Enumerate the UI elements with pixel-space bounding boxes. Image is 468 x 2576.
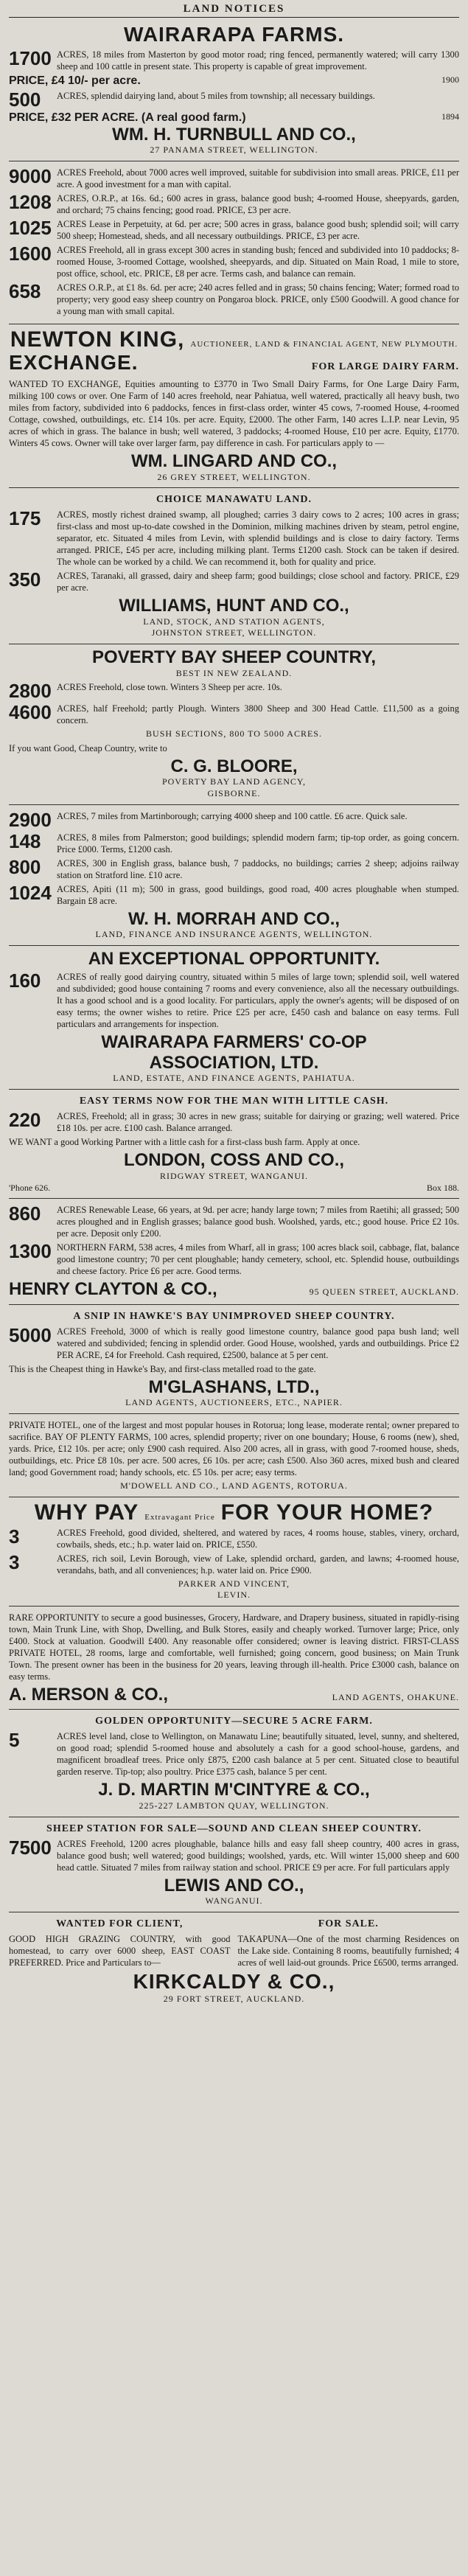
listing [9,1242,459,1277]
listing [9,1550,459,1576]
agent-name: A. MERSON & CO., [9,1684,169,1705]
listing-acres: 175 [9,507,41,530]
listing-text: ACRES, 18 miles from Masterton by good motor road; ring fenced, permanently watered; will carry 1300 sheep and 100 cattle in present state. This property is capable of great improvement. [57,49,459,72]
ad-title-2: FOR YOUR HOME? [220,1500,434,1525]
listing [9,90,459,109]
listing-text: ACRES, Freehold; all in grass; 30 acres in new grass; suitable for dairying or grazing; well watered. Price £18 10s. per acre. £100 cash. Balance arranged. [57,1111,459,1134]
listing-text: ACRES, O.R.P., at 16s. 6d.; 600 acres in grass, balance good bush; 4-roomed House, sheepyards, garden, and orchard; 75 chains fencing; good road. PRICE, £3 per acre. [57,192,459,215]
agent-name: HENRY CLAYTON & CO., [9,1279,217,1300]
ad-london-coss [9,1090,459,1199]
agent-address: 26 GREY STREET, WELLINGTON. [157,471,311,482]
ad-title: POVERTY BAY SHEEP COUNTRY, [91,647,376,667]
listing-text: ACRES, splendid dairying land, about 5 miles from township; all necessary buildings. [57,90,375,101]
ad-poverty-bay [9,644,459,805]
exchange-note: FOR LARGE DAIRY FARM. [311,361,459,372]
agent-name: WM. LINGARD AND CO., [130,450,338,471]
listing-price: PRICE, £4 10/- per acre. [9,74,141,87]
listing-text: ACRES Freehold, good divided, sheltered, and watered by races, 4 rooms house, stables, vinery, orchard, cowbails, sheds, etc.; h.p. water laid on. PRICE, £550. [57,1527,459,1550]
agent-tag: LAND AGENTS, OHAKUNE. [332,1691,459,1702]
box-number: Box 188. [426,1183,459,1194]
agent-tag: AUCTIONEER, LAND & FINANCIAL AGENT, NEW PLYMOUTH. [190,339,458,349]
ad-heading: CHOICE MANAWATU LAND. [156,494,312,506]
listing-text [57,681,459,693]
ad-newton-king [9,324,459,488]
listing-acres: 2900 [9,808,52,831]
ad-mdowell [9,1414,459,1497]
listing-text: ACRES Renewable Lease, 66 years, at 9d. per acre; handy large town; 7 miles from Raetihi; all grassed; 500 acres ploughed and in English grasses; balance good bush. Woolshed, yards, etc.; good house. Price £2 10s. per acre. Deposit only £200. [57,1205,459,1239]
price-row [9,74,459,88]
listing [9,244,459,279]
exchange-title: EXCHANGE. [9,350,139,374]
ad-title-small: Extravagant Price [144,1512,215,1522]
agent-name: M'GLASHANS, LTD., [148,1376,320,1397]
partner-wanted: WE WANT a good Working Partner with a little cash for a first-class bush farm. Apply at once. [9,1137,360,1148]
listing-acres: 1208 [9,190,52,213]
listing [9,703,459,726]
listing-acres: 658 [9,279,41,302]
right-text: TAKAPUNA—One of the most charming Residences on the Lake side. Containing 8 rooms, beautifully furnished; 4 acres of well laid-out grounds. Price £6500, terms arranged. [237,1933,459,1968]
listing-acres: 350 [9,568,41,591]
left-title: WANTED FOR CLIENT, [56,1918,184,1929]
listing-acres: 5000 [9,1323,52,1346]
listing-acres: 860 [9,1202,41,1225]
listing [9,1110,459,1134]
listing [9,192,459,216]
listing-price: 10s. [267,682,282,693]
section-title: LAND NOTICES [9,3,459,18]
listing-acres: 7500 [9,1836,52,1859]
listing [9,1204,459,1239]
listing-text: ACRES O.R.P., at £1 8s. 6d. per acre; 240 acres felled and in grass; 50 chains fencing; Water; formed road to property; very good easy sheep country on Pongaroa block. PRICE, only £500 Goodwill. A good chance for a young man with small capital. [57,282,459,316]
listing-acres: 4600 [9,701,52,724]
listing-text: ACRES Freehold, 3000 of which is really good limestone country, balance good papa bush land; well watered and subdivided; fencing in splendid order. Good House, woolshed, yards and outbuildings. Price £2 PER ACRE, £4 for Freehold. Cash required, £2500, balance at 5 per cent. [57,1326,459,1360]
listing-ref: 1900 [441,74,459,85]
agent-name: LEWIS AND CO., [164,1875,304,1896]
agent-name: KIRKCALDY & CO., [133,1969,335,1993]
listing [9,1838,459,1873]
ad-wairarapa-farms [9,21,459,161]
listing-text-main: ACRES Freehold, close town. Winters 3 Sheep per acre. [57,682,265,693]
agent-address: 27 PANAMA STREET, WELLINGTON. [150,145,318,156]
listing [9,971,459,1030]
listing-acres: 1600 [9,242,52,265]
agent-address: 29 FORT STREET, AUCKLAND. [163,1993,305,2004]
agent-name: C. G. BLOORE, [170,756,298,776]
agent-address: LEVIN. [217,1590,251,1601]
listing-text: ACRES, 7 miles from Martinborough; carrying 4000 sheep and 100 cattle. £6 acre. Quick sale. [57,810,408,821]
listing [9,883,459,907]
right-title: FOR SALE. [318,1918,379,1929]
agent-row [9,1279,459,1300]
agent-tag: LAND, FINANCE AND INSURANCE AGENTS, WELLINGTON. [95,929,373,940]
ad-kirkcaldy [9,1912,459,2009]
agent-name: NEWTON KING, [10,327,185,352]
ad-why-pay [9,1497,459,1606]
exchange-body: WANTED TO EXCHANGE, Equities amounting to £3770 in Two Small Dairy Farms, for One Large Dairy Farm, milking 100 cows or over. One Farm of 140 acres freehold, near Pahiatua, well watered, practically all heavy bush, two miles from factory, subdivided into 6 paddocks, fences in first-class order, winter 45 cows, 7-roomed House, 4-roomed Cottage, cowshed, outbuildings, etc. £14 10s. per acre. Equity, £2000. The other Farm, 140 acres L.I.P. near Levin, 95 acres of which in grass. The balance in bush; well watered, 3 paddocks; 4-roomed House, £10 per acre. Equity, £1770. Winters 45 cows. Owner will take over larger farm, pay difference in cash. For particulars apply to — [9,378,459,448]
listing-acres: 2800 [9,680,52,703]
listing-text: ACRES Freehold, about 7000 acres well improved, suitable for subdivision into small areas. PRICE, £11 per acre. A good investment for a man with capital. [57,167,459,189]
listing-acres: 800 [9,855,41,878]
ad-lewis [9,1817,459,1912]
agent-tag: POVERTY BAY LAND AGENCY, [161,776,307,787]
listing-acres: 220 [9,1109,41,1132]
agent-name: LONDON, COSS AND CO., [123,1150,345,1171]
listing-text: ACRES of really good dairying country, situated within 5 miles of large town; splendid soil, well watered and subdivided; good house containing 7 rooms and every convenience, also all the necessary outbuildings. It has a good school and is a good locality. For particulars, apply the owner's agents; will be disposed of on easy terms; the owner wishes to retire. Price £25 per acre, £450 cash and balance on easy terms. Full particulars and arrangements for inspection. [57,972,459,1030]
agent-name: PARKER AND VINCENT, [178,1578,290,1589]
right-column [238,1915,460,1971]
cheap-note: This is the Cheapest thing in Hawke's Bay, and first-class metalled road to the gate. [9,1363,316,1374]
ad-body: RARE OPPORTUNITY to secure a good businesses, Grocery, Hardware, and Drapery business, situated in rapidly-rising town, Main Trunk Line, with Shop, Dwelling, and Bulk Stores, easily and cheaply worked. Turnover large; Price, only £400. Stock at valuation. Goodwill £400. Any reasonable offer considered; owner is leaving district. FIRST-CLASS PRIVATE HOTEL, 28 rooms, large and comfortable, well furnished; going concern, good business; on Main Trunk Town. The present owner has been in the business for 20 years, leaving through ill-health. Price £3000 cash, balance on easy terms. [9,1612,459,1682]
agent-name: WILLIAMS, HUNT AND CO., [119,596,349,616]
agent-name: M'DOWELL AND CO., LAND AGENTS, ROTORUA. [120,1480,348,1491]
listing-text: NORTHERN FARM, 538 acres, 4 miles from Wharf, all in grass; 100 acres black soil, cabbage, flat, balance good limestone country; 70 per cent ploughable; handy cemetery, school, etc. Splendid house, outbuildings and cheese factory. Price £6 per acre. Good terms. [57,1242,459,1277]
agent-tag: LAND, STOCK, AND STATION AGENTS, [143,616,325,627]
listing [9,570,459,593]
agent-address: RIDGWAY STREET, WANGANUI. [160,1170,308,1181]
listing-acres: 1300 [9,1240,52,1263]
agent-address: WANGANUI. [205,1896,263,1907]
price-row [9,111,459,125]
agent-tag: LAND, ESTATE, AND FINANCE AGENTS, PAHIATUA. [113,1073,355,1084]
listing [9,1730,459,1778]
listing-text: ACRES, Taranaki, all grassed, dairy and sheep farm; good buildings; close school and factory. PRICE, £29 per acre. [57,571,459,593]
ad-morrah [9,805,459,946]
ad-martin-mcintyre [9,1710,459,1817]
ad-title: AN EXCEPTIONAL OPPORTUNITY. [88,948,380,969]
listing-acres: 1700 [9,46,52,69]
listing-acres: 1024 [9,881,52,904]
ad-manawatu [9,488,459,644]
ad-heading: EASY TERMS NOW FOR THE MAN WITH LITTLE CASH. [79,1096,389,1107]
ad-exceptional-opportunity [9,946,459,1090]
left-text: GOOD HIGH GRAZING COUNTRY, with good homestead, to carry over 6000 sheep, EAST COAST PREFERRED. Price and Particulars to— [9,1933,231,1968]
agent-address: 225-227 LAMBTON QUAY, WELLINGTON. [139,1800,329,1811]
agent-name-line2: ASSOCIATION, LTD. [149,1052,319,1073]
listing-text: ACRES, rich soil, Levin Borough, view of Lake, splendid orchard, garden, and lawns; 4-roomed house, verandahs, bath, and all conveniences; h.p. water laid on. Price £900. [57,1553,459,1576]
ad-merson [9,1606,459,1710]
ad-turnbull-list [9,161,459,324]
listing-acres: 160 [9,970,41,992]
ad-title: WAIRARAPA FARMS. [123,23,345,46]
invite-line: If you want Good, Cheap Country, write to [9,742,167,753]
ad-heading: GOLDEN OPPORTUNITY—SECURE 5 ACRE FARM. [95,1716,373,1727]
listing [9,164,459,190]
ad-heading: SHEEP STATION FOR SALE—SOUND AND CLEAN SHEEP COUNTRY. [46,1823,422,1834]
listing-text: ACRES, mostly richest drained swamp, all ploughed; carries 3 dairy cows to 2 acres; 100 acres in grass; first-class and most up-to-date cowshed in the Dominion, milking machines driven by steam, petrol engine, separator, etc. Situated 4 miles from Levin, with splendid buildings and is close to dairy factory. Terms arranged. PRICE, £45 per acre, including milking plant. Terms £1200 cash. Stock can be taken if desired. The whole can be worked by a child. We can recommend it, both for quality and price. [57,509,459,568]
listing [9,218,459,242]
agent-header [9,327,459,352]
listing-text: ACRES level land, close to Wellington, on Manawatu Line; beautifully situated, level, sunny, and sheltered, on good road; splendid 5-roomed house and absolutely a cash for a good school-house, gardens, and magnificent broadleaf trees. Price only £875, £200 cash balance at 5 per cent. Situated close to beautiful garden reserve. Tip-top; also poultry. Price £375 cash, balance 5 per cent. [57,1731,459,1778]
agent-address: 95 QUEEN STREET, AUCKLAND. [309,1287,459,1298]
listing [9,509,459,568]
agent-name: WM. H. TURNBULL AND CO., [112,124,356,145]
agent-name: WAIRARAPA FARMERS' CO-OP [101,1032,367,1053]
listing-text: ACRES, Apiti (11 m); 500 in grass, good buildings, good road, 400 acres ploughable when stumped. Bargain £8 acre. [57,883,459,906]
ad-heading: A SNIP IN HAWKE'S BAY UNIMPROVED SHEEP COUNTRY. [73,1310,395,1322]
ad-body: PRIVATE HOTEL, one of the largest and most popular houses in Rotorua; long lease, moderate rental; owner prepared to sacrifice. BAY OF PLENTY FARMS, 100 acres, splendid property; river on one boundary; House, 6 rooms (new), shed, yards. Price, £12 10s. per acre; only £900 cash required. Also 200 acres, all in grass, with good 7-roomed house, sheds, outbuildings, etc. Price £8 10s. per acre. 500 acres, £6 10s. per acre; cash £500. Also 360 acres, mixed bush and cleared land; good Government road; handy schools, etc. £5 10s. per acre; easy terms. [9,1420,459,1478]
ad-subtitle: BEST IN NEW ZEALAND. [175,667,293,678]
listing-acres: 3 [9,1550,20,1573]
agent-row [9,1685,459,1705]
listing-text: ACRES, half Freehold; partly Plough. Winters 3800 Sheep and 300 Head Cattle. £11,500 as a going concern. [57,703,459,726]
listing [9,680,459,703]
listing [9,46,459,72]
listing-price: PRICE, £32 PER ACRE. (A real good farm.) [9,111,246,124]
listing-acres: 3 [9,1525,20,1548]
listing [9,1323,459,1361]
phone: 'Phone 626. [9,1183,51,1194]
listing [9,829,459,855]
listing-text: ACRES Lease in Perpetuity, at 6d. per acre; 500 acres in grass, balance good bush; splendid soil; will carry 500 sheep; Homestead, sheds, and all necessary outbuildings. PRICE, £3 per acre. [57,218,459,241]
agent-name: W. H. MORRAH AND CO., [128,908,340,929]
listing-ref: 1894 [441,111,459,122]
listing [9,279,459,317]
two-column-block [9,1915,459,1971]
agent-address: JOHNSTON STREET, WELLINGTON. [151,627,317,638]
listing-acres: 148 [9,829,41,852]
bush-sections: BUSH SECTIONS, 800 TO 5000 ACRES. [146,728,322,739]
listing [9,810,459,829]
listing-text: ACRES Freehold, 1200 acres ploughable, balance hills and easy fall sheep country, 400 acres in grass, balance good bush; well watered; good buildings; woolshed, yards, etc. Will winter 15,000 sheep and 600 head cattle. Situated 7 miles from railway station and school. PRICE £9 per acre. For full particulars apply [57,1838,459,1873]
listing-text: ACRES, 300 in English grass, balance bush, 7 paddocks, no buildings; carries 2 sheep; adjoins railway station on Stratford line. £10 acre. [57,857,459,880]
exchange-header [9,352,459,376]
contact-row [9,1183,459,1194]
listing-text: ACRES Freehold, all in grass except 300 acres in standing bush; fenced and subdivided into 10 paddocks; 8-roomed House, 3-roomed Cottage, woolshed, sheepyards, and dip. Situated on Main Road, 1 mile to store, post office, school, etc. PRICE, £8 per acre. Terms cash, and balance can remain. [57,244,459,279]
listing-acres: 9000 [9,164,52,187]
ad-title: WHY PAY [34,1500,139,1525]
agent-tag: LAND AGENTS, AUCTIONEERS, ETC., NAPIER. [125,1397,343,1408]
listing [9,857,459,881]
ad-hawkes-bay [9,1305,459,1414]
listing-text: ACRES, 8 miles from Palmerston; good buildings; splendid modern farm; tip-top order, as going concern. Price £000. Terms, £1200 cash. [57,832,459,854]
left-column [9,1915,231,1971]
agent-address: GISBORNE. [207,787,261,798]
ad-header [9,1500,459,1525]
agent-name: J. D. MARTIN M'CINTYRE & CO., [98,1780,370,1800]
listing-acres: 1025 [9,216,52,239]
listing [9,1527,459,1550]
ad-clayton [9,1199,459,1305]
listing-acres: 500 [9,88,41,111]
listing-acres: 5 [9,1729,20,1752]
